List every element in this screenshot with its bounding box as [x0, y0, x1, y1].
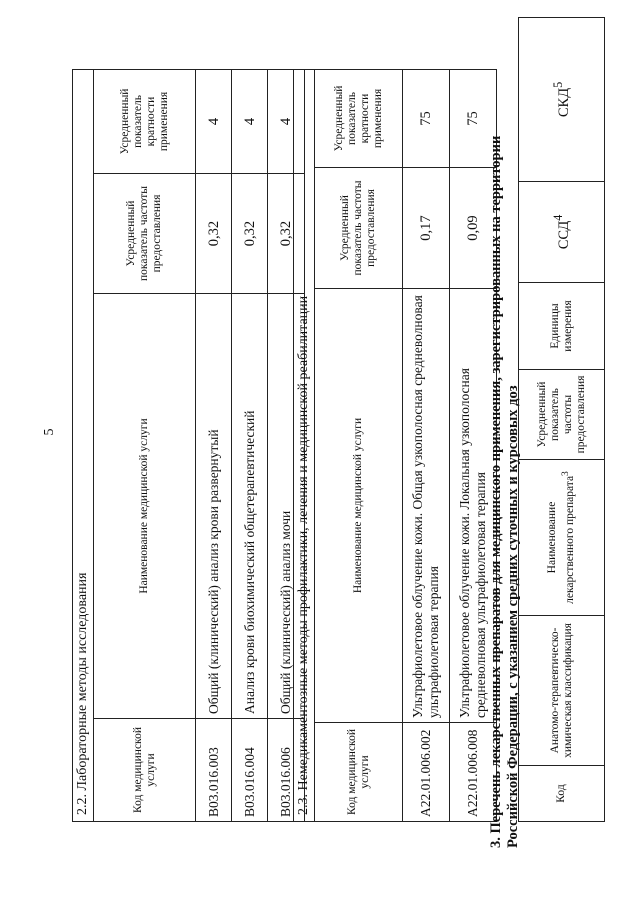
service-name: Анализ крови биохимический общетерапевтический: [232, 294, 268, 719]
col-header-drug-name: Наименование лекарственного препарата$^3$: [519, 460, 605, 616]
section-3-title-line-1: 3. Перечень лекарственных препаратов для медицинского применения, зарегистрированных на территории: [488, 135, 504, 848]
service-code: B03.016.006: [268, 719, 305, 822]
section-3-title: [488, 6, 522, 848]
service-code: A22.01.006.008: [450, 723, 497, 822]
multiplicity-value: 4: [196, 69, 232, 173]
col-header-code: Код медицинской услуги: [315, 723, 403, 822]
table-row: [196, 69, 232, 821]
frequency-value: 0,32: [268, 174, 305, 294]
service-code: B03.016.003: [196, 719, 232, 822]
service-name: Ультрафиолетовое облучение кожи. Локальная узкополосная средневолновая ультрафиолетовая терапия: [450, 289, 497, 723]
col-header-ssd: ССД$^4$: [519, 182, 605, 283]
frequency-value: 0,17: [403, 168, 450, 289]
service-name: Ультрафиолетовое облучение кожи. Общая узкополосная средневолновая ультрафиолетовая терапия: [403, 289, 450, 723]
col-header-atc: Анатомо-терапевтическо-химическая классификация: [519, 616, 605, 766]
multiplicity-value: 75: [450, 69, 497, 167]
frequency-value: 0,09: [450, 168, 497, 289]
drugs-table: [518, 17, 605, 822]
col-header-multiplicity: Усредненный показатель кратности применения: [94, 69, 196, 173]
service-code: B03.016.004: [232, 719, 268, 822]
service-name: Общий (клинический) анализ крови развернутый: [196, 294, 232, 719]
table-row: [403, 69, 450, 821]
col-header-frequency: Усредненный показатель частоты предоставления: [519, 370, 605, 460]
col-header-units: Единицы измерения: [519, 283, 605, 370]
lab-methods-table: [72, 69, 305, 822]
section-2-2-title: 2.2. Лабораторные методы исследования: [73, 69, 94, 821]
multiplicity-value: 4: [268, 69, 305, 173]
service-code: A22.01.006.002: [403, 723, 450, 822]
frequency-value: 0,32: [232, 174, 268, 294]
frequency-value: 0,32: [196, 174, 232, 294]
col-header-code: Код медицинской услуги: [94, 719, 196, 822]
col-header-frequency: Усредненный показатель частоты предоставления: [94, 174, 196, 294]
non-drug-methods-table: [293, 69, 497, 822]
col-header-frequency: Усредненный показатель частоты предоставления: [315, 168, 403, 289]
col-header-code: Код: [519, 766, 605, 822]
col-header-skd: СКД$^5$: [519, 18, 605, 182]
section-2-3-title: 2.3. Немедикаментозные методы профилактики, лечения и медицинской реабилитации: [294, 69, 315, 821]
multiplicity-value: 75: [403, 69, 450, 167]
col-header-name: Наименование медицинской услуги: [94, 294, 196, 719]
page-number: 5: [42, 428, 57, 436]
col-header-name: Наименование медицинской услуги: [315, 289, 403, 723]
col-header-multiplicity: Усредненный показатель кратности применения: [315, 69, 403, 167]
service-name: Общий (клинический) анализ мочи: [268, 294, 305, 719]
section-3-title-line-2: Российской Федерации, с указанием средних суточных и курсовых доз: [505, 385, 521, 848]
table-row: [232, 69, 268, 821]
multiplicity-value: 4: [232, 69, 268, 173]
